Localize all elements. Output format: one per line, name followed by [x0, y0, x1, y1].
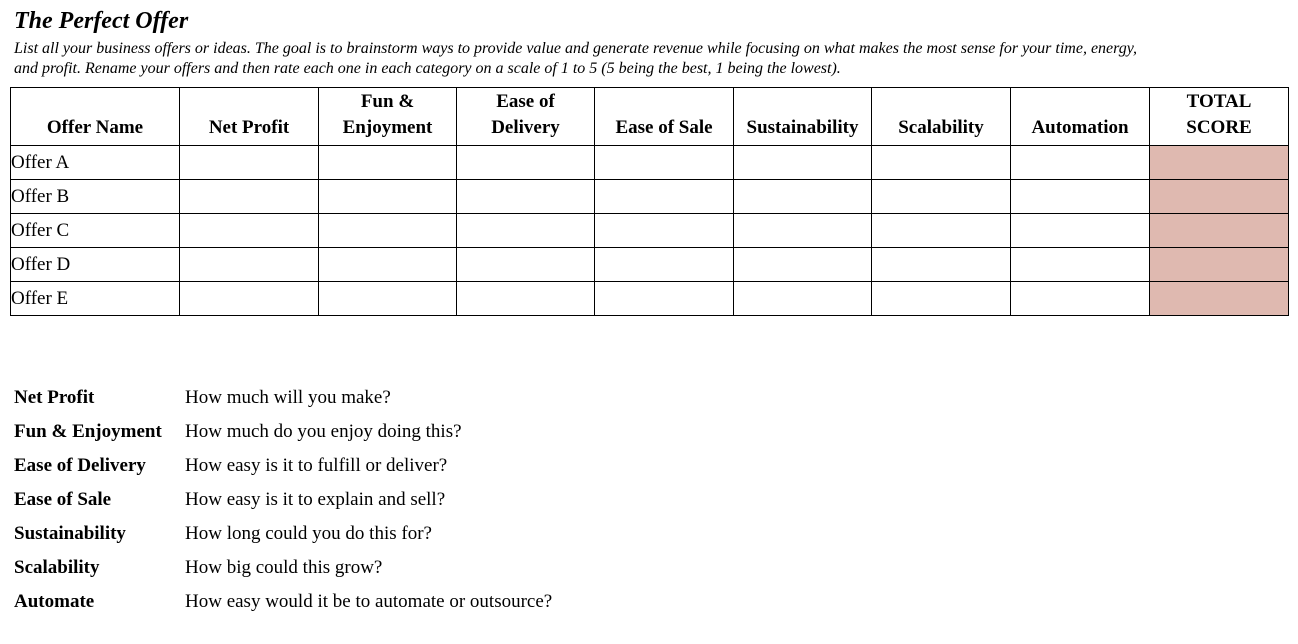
sustainability-cell[interactable]	[734, 180, 872, 214]
header-net-profit: Net Profit	[180, 88, 319, 146]
legend-term: Ease of Sale	[14, 489, 112, 510]
header-ease-of-delivery: Ease of Delivery	[457, 88, 595, 146]
fun-enjoyment-cell[interactable]	[319, 146, 457, 180]
legend-term: Net Profit	[14, 387, 95, 408]
total-score-cell[interactable]	[1150, 248, 1289, 282]
ease-of-sale-cell[interactable]	[595, 146, 734, 180]
total-score-cell[interactable]	[1150, 180, 1289, 214]
ease-of-sale-cell[interactable]	[595, 214, 734, 248]
table-row	[11, 282, 1289, 316]
legend-term: Automate	[14, 591, 95, 612]
instructions-line-2: and profit. Rename your offers and then rate each one in each category on a scale of 1 to 5 (5 being the best, 1 being the lowest).	[14, 60, 841, 77]
fun-enjoyment-cell[interactable]	[319, 214, 457, 248]
offer-rating-table	[10, 87, 1289, 316]
fun-enjoyment-cell[interactable]	[319, 180, 457, 214]
scalability-cell[interactable]	[872, 282, 1011, 316]
net-profit-cell[interactable]	[180, 146, 319, 180]
header-sustainability: Sustainability	[734, 88, 872, 146]
offer-name-cell[interactable]: Offer C	[11, 214, 180, 248]
instructions	[14, 39, 1284, 79]
table-row	[11, 214, 1289, 248]
ease-of-delivery-cell[interactable]	[457, 282, 595, 316]
automation-cell[interactable]	[1011, 146, 1150, 180]
scalability-cell[interactable]	[872, 180, 1011, 214]
automation-cell[interactable]	[1011, 214, 1150, 248]
header-scalability: Scalability	[872, 88, 1011, 146]
legend-item	[14, 551, 552, 585]
legend-description: How easy is it to fulfill or deliver?	[185, 455, 448, 476]
automation-cell[interactable]	[1011, 248, 1150, 282]
header-row	[11, 88, 1289, 146]
ease-of-delivery-cell[interactable]	[457, 248, 595, 282]
total-score-cell[interactable]	[1150, 214, 1289, 248]
scalability-cell[interactable]	[872, 146, 1011, 180]
ease-of-delivery-cell[interactable]	[457, 214, 595, 248]
ease-of-sale-cell[interactable]	[595, 248, 734, 282]
sustainability-cell[interactable]	[734, 146, 872, 180]
legend-description: How big could this grow?	[185, 557, 383, 578]
table-row	[11, 248, 1289, 282]
legend-item	[14, 483, 552, 517]
header-ease-of-sale: Ease of Sale	[595, 88, 734, 146]
legend-description: How long could you do this for?	[185, 523, 432, 544]
header-automation: Automation	[1011, 88, 1150, 146]
table-row	[11, 180, 1289, 214]
legend-description: How much will you make?	[185, 387, 391, 408]
legend-description: How easy would it be to automate or outsource?	[185, 591, 553, 612]
scalability-cell[interactable]	[872, 248, 1011, 282]
net-profit-cell[interactable]	[180, 248, 319, 282]
page-title: The Perfect Offer	[14, 8, 189, 34]
legend-description: How much do you enjoy doing this?	[185, 421, 462, 442]
legend-item	[14, 415, 552, 449]
offer-name-cell[interactable]: Offer A	[11, 146, 180, 180]
net-profit-cell[interactable]	[180, 282, 319, 316]
legend-term: Sustainability	[14, 523, 126, 544]
fun-enjoyment-cell[interactable]	[319, 282, 457, 316]
ease-of-sale-cell[interactable]	[595, 282, 734, 316]
automation-cell[interactable]	[1011, 282, 1150, 316]
ease-of-sale-cell[interactable]	[595, 180, 734, 214]
offer-name-cell[interactable]: Offer E	[11, 282, 180, 316]
automation-cell[interactable]	[1011, 180, 1150, 214]
legend-term: Ease of Delivery	[14, 455, 146, 476]
sustainability-cell[interactable]	[734, 248, 872, 282]
legend-item	[14, 449, 552, 483]
legend-item	[14, 585, 552, 619]
net-profit-cell[interactable]	[180, 180, 319, 214]
table-row	[11, 146, 1289, 180]
offer-name-cell[interactable]: Offer D	[11, 248, 180, 282]
legend-term: Scalability	[14, 557, 100, 578]
net-profit-cell[interactable]	[180, 214, 319, 248]
instructions-line-1: List all your business offers or ideas. The goal is to brainstorm ways to provide value and generate revenue while focusing on what makes the most sense for your time, energy,	[14, 40, 1137, 57]
legend-description: How easy is it to explain and sell?	[185, 489, 446, 510]
ease-of-delivery-cell[interactable]	[457, 180, 595, 214]
header-offer-name: Offer Name	[11, 88, 180, 146]
ease-of-delivery-cell[interactable]	[457, 146, 595, 180]
legend-term: Fun & Enjoyment	[14, 421, 162, 442]
scalability-cell[interactable]	[872, 214, 1011, 248]
legend-item	[14, 517, 552, 551]
legend-item	[14, 381, 552, 415]
header-fun-enjoyment: Fun & Enjoyment	[319, 88, 457, 146]
sustainability-cell[interactable]	[734, 214, 872, 248]
category-legend	[14, 381, 552, 619]
total-score-cell[interactable]	[1150, 282, 1289, 316]
total-score-cell[interactable]	[1150, 146, 1289, 180]
offer-name-cell[interactable]: Offer B	[11, 180, 180, 214]
sustainability-cell[interactable]	[734, 282, 872, 316]
header-total-score: TOTAL SCORE	[1150, 88, 1289, 146]
fun-enjoyment-cell[interactable]	[319, 248, 457, 282]
